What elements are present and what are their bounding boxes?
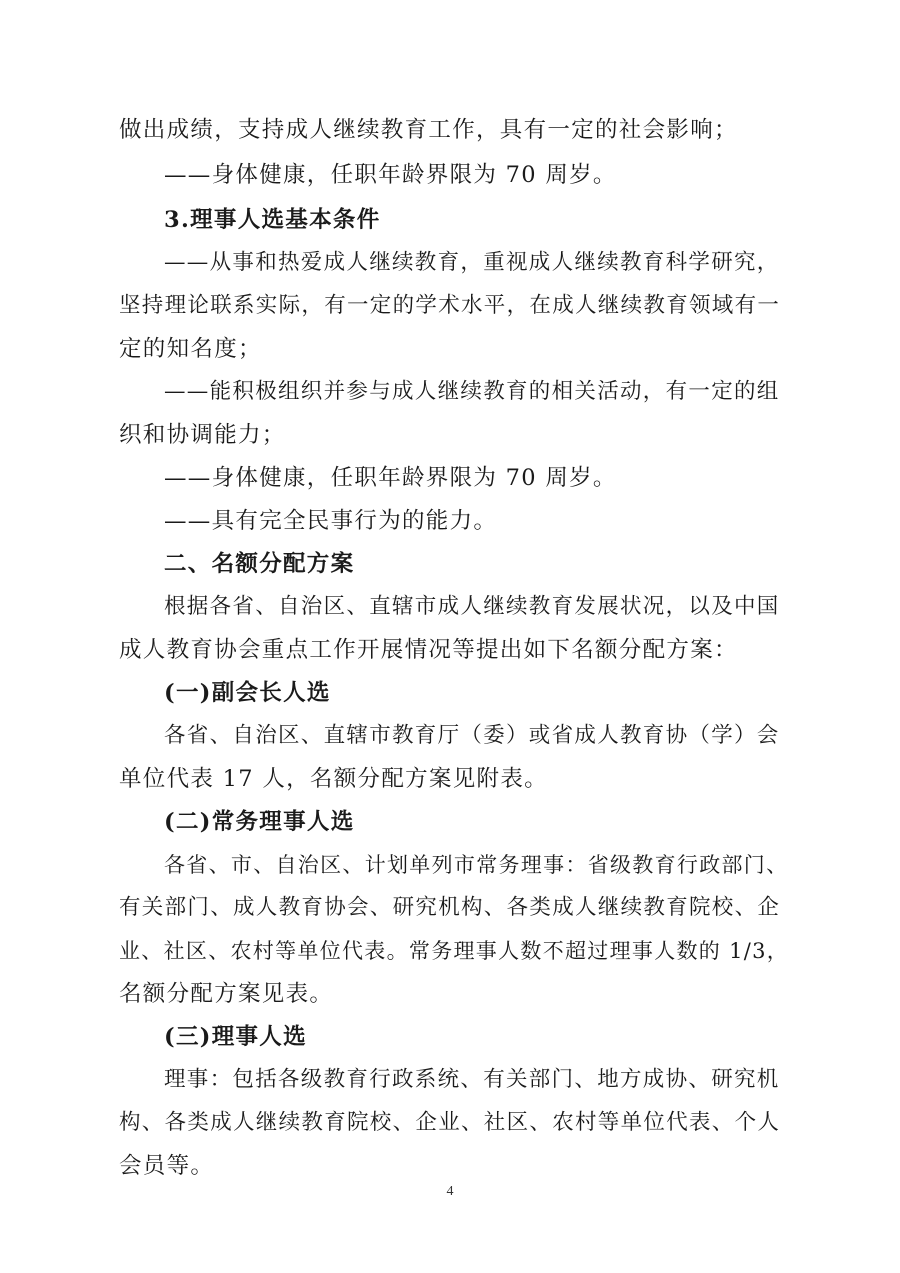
text-line: ——身体健康，任职年龄界限为 70 周岁。: [164, 162, 617, 188]
text-line: 有关部门、成人教育协会、研究机构、各类成人继续教育院校、企: [119, 895, 781, 920]
text-line: 单位代表 17 人，名额分配方案见附表。: [119, 766, 548, 792]
text-line: 构、各类成人继续教育院校、企业、社区、农村等单位代表、个人: [119, 1110, 781, 1135]
text-line: 名额分配方案见表。: [119, 981, 334, 1007]
page-number: 4: [446, 1184, 454, 1199]
subsection-heading: (二)常务理事人选: [164, 809, 355, 835]
text-line: ——身体健康，任职年龄界限为 70 周岁。: [164, 465, 617, 491]
text-line: ——从事和热爱成人继续教育，重视成人继续教育科学研究，: [164, 250, 780, 275]
text-line: 业、社区、农村等单位代表。常务理事人数不超过理事人数的 1/3，: [119, 939, 790, 963]
text-line: 理事：包括各级教育行政系统、有关部门、地方成协、研究机: [164, 1067, 780, 1092]
text-line: 织和协调能力；: [119, 422, 286, 448]
section-heading: 3.理事人选基本条件: [164, 207, 381, 233]
text-line: 各省、市、自治区、计划单列市常务理事：省级教育行政部门、: [164, 853, 789, 877]
text-line: 定的知名度；: [119, 336, 262, 362]
text-line: 做出成绩，支持成人继续教育工作，具有一定的社会影响；: [119, 117, 738, 143]
section-heading: 二、名额分配方案: [164, 551, 355, 577]
text-line: 成人教育协会重点工作开展情况等提出如下名额分配方案：: [119, 637, 738, 663]
text-line: 坚持理论联系实际，有一定的学术水平，在成人继续教育领域有一: [119, 293, 781, 318]
text-line: ——能积极组织并参与成人继续教育的相关活动，有一定的组: [164, 379, 780, 404]
text-line: 会员等。: [119, 1153, 215, 1179]
subsection-heading: (三)理事人选: [164, 1024, 307, 1050]
text-line: 根据各省、自治区、直辖市成人继续教育发展状况，以及中国: [164, 594, 780, 619]
subsection-heading: (一)副会长人选: [164, 680, 331, 706]
text-line: 各省、自治区、直辖市教育厅（委）或省成人教育协（学）会: [164, 723, 780, 748]
text-line: ——具有完全民事行为的能力。: [164, 508, 498, 534]
